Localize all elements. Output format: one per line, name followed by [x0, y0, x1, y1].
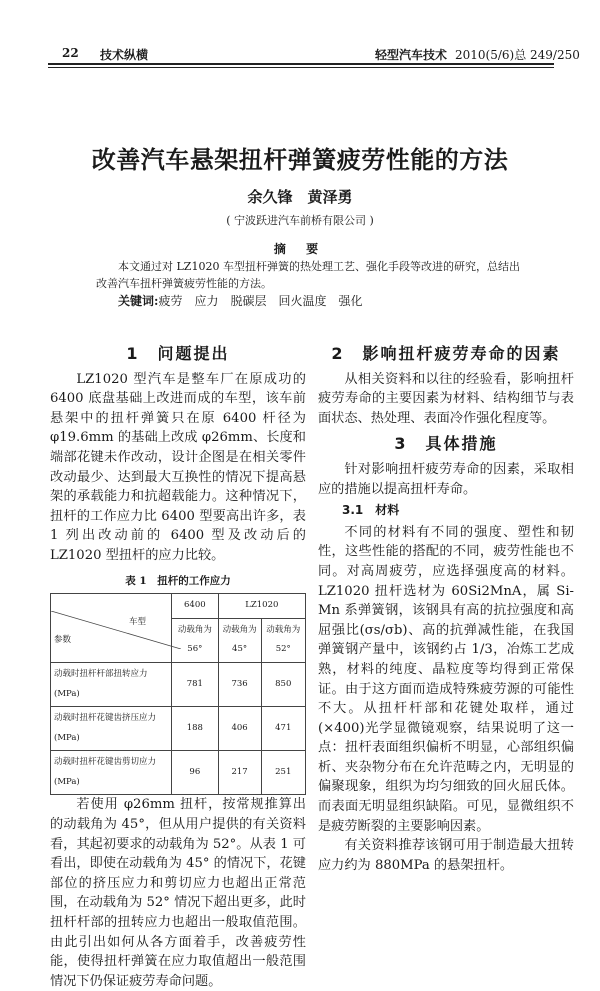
paper-title: 改善汽车悬架扭杆弹簧疲劳性能的方法: [91, 145, 509, 174]
sub-header: 动载角为45°: [218, 618, 261, 662]
header-rule-thin: [48, 67, 554, 68]
row-label: 动载时扭杆花键齿剪切应力(MPa): [51, 751, 172, 795]
table-row: [51, 662, 306, 706]
table-corner-cell: [51, 594, 172, 663]
row-label: 动载时扭杆杆部扭转应力(MPa): [51, 662, 172, 706]
corner-header-top: 车型: [128, 617, 146, 628]
section-3-paragraph: 针对影响扭杆疲劳寿命的因素，采取相应的措施以提高扭杆寿命。: [318, 461, 574, 497]
group-header: LZ1020: [218, 594, 305, 619]
cell: 471: [261, 707, 306, 751]
corner-header-bottom: 参数: [54, 635, 72, 646]
keyword: 回火温度: [278, 294, 327, 308]
abstract-heading: 摘 要: [273, 242, 327, 256]
cell: 251: [261, 751, 306, 795]
cell: 850: [261, 662, 306, 706]
cell: 217: [218, 751, 261, 795]
table-row: [51, 751, 306, 795]
cell: 188: [172, 707, 219, 751]
header-rule: [48, 63, 554, 65]
row-label: 动载时扭杆花键齿挤压应力(MPa): [51, 707, 172, 751]
keyword: 脱碳层: [230, 294, 267, 308]
cell: 736: [218, 662, 261, 706]
subsection-3-1-heading: 3.1 材料: [342, 503, 400, 518]
page-number: 22: [62, 46, 79, 60]
journal-name: 轻型汽车技术: [375, 48, 448, 62]
section-3-heading: 3 具体措施: [394, 434, 498, 454]
section-2-paragraph: 从相关资料和以往的经验看，影响扭杆疲劳寿命的主要因素为材料、结构细节与表面状态、热处理、表面冷作强化程度等。: [318, 371, 574, 426]
section-3-paragraph: 不同的材料有不同的强度、塑性和韧性，这些性能的搭配的不同，疲劳性能也不同。对高周疲劳，应选择强度高的材料。LZ1020 扭杆选材为 60Si2MnA，属 Si-Mn 系弹簧钢，该钢具有高的抗拉强度和高屈强比(σs/σb)、高的抗弹减性能，在我国弹簧钢产量中，该钢约占 1/3，冶炼工艺成熟，材料的纯度、晶粒度等均得到正常保证。由于这方面而造成特殊疲劳源的可能性不大。从扭杆杆部和花键处取样，通过(×400)光学显微镜观察，结果说明了这一点：扭杆表面组织偏析不明显，心部组织偏析、夹杂物分布在允许范畴之内，无明显的偏聚现象，组织为均匀细致的回火屈氏体。而表面无明显组织缺陷。可见，显微组织不是疲劳断裂的主要影响因素。: [318, 524, 574, 834]
section-1-heading: 1 问题提出: [126, 344, 230, 363]
left-column: [50, 344, 306, 991]
section-1-paragraph: 若使用 φ26mm 扭杆，按常规推算出的动载角为 45°，但从用户提供的有关资料看，其起初要求的动载角为 52°。从表 1 可看出，即使在动载角为 45° 的情况下，花键部位的挤压应力和剪切应力也超出正常范围，在动载角为 52° 情况下超出更多，此时扭杆杆部的扭转应力也超出一般取值范围。由此引出如何从各方面着手，改善疲劳性能，使得扭杆弹簧在应力取值超出一般范围情况下仍保证疲劳寿命问题。: [50, 797, 306, 989]
keyword: 应力: [194, 294, 219, 308]
keyword: 疲劳: [158, 294, 183, 308]
keywords: [118, 292, 375, 309]
sub-header: 动载角为 52°: [261, 618, 306, 662]
right-column: [318, 344, 574, 875]
affiliation: ( 宁波跃进汽车前桥有限公司 ): [226, 214, 374, 227]
table-row: [51, 707, 306, 751]
authors: 余久锋 黄泽勇: [247, 188, 353, 206]
cell: 96: [172, 751, 219, 795]
stress-table: [50, 593, 306, 795]
abstract-text: 本文通过对 LZ1020 车型扭杆弹簧的热处理工艺、强化手段等改进的研究，总结出改善汽车扭杆弹簧疲劳性能的方法。: [96, 260, 520, 290]
keywords-label: 关键词:: [118, 294, 159, 308]
cell: 781: [172, 662, 219, 706]
section-1-paragraph: LZ1020 型汽车是整车厂在原成功的 6400 底盘基础上改进而成的车型，该车前悬架中的扭杆弹簧只在原 6400 杆径为 φ19.6mm 的基础上改成 φ26mm、长度和端部花键未作改动，设计企图是在相关零件改动最少、达到最大互换性的情况下提高悬架的承载能力和抗超载能力。这种情况下，扭杆的工作应力比 6400 型要高出许多，表 1 列出改动前的 6400 型及改动后的 LZ1020 型扭杆的应力比较。: [50, 371, 306, 563]
sub-header: 动载角为 56°: [172, 618, 219, 662]
cell: 406: [218, 707, 261, 751]
keyword: 强化: [338, 294, 363, 308]
group-header: 6400: [172, 594, 219, 619]
section-2-heading: 2 影响扭杆疲劳寿命的因素: [331, 344, 561, 363]
section-3-paragraph: 有关资料推荐该钢可用于制造最大扭转应力约为 880MPa 的悬架扭杆。: [318, 838, 574, 873]
issue-info: 2010(5/6)总 249/250: [455, 48, 580, 62]
table-caption: 表 1 扭杆的工作应力: [125, 574, 231, 587]
running-section: 技术纵横: [100, 48, 149, 62]
